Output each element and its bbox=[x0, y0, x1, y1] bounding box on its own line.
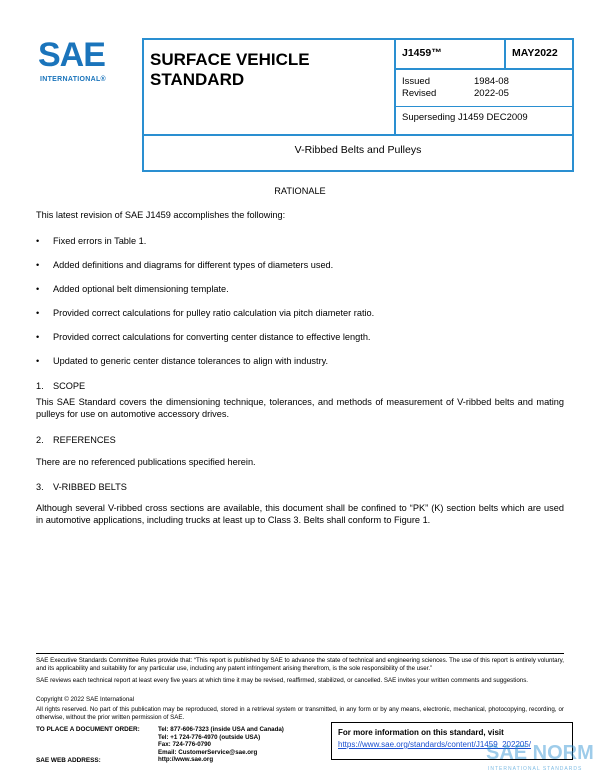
contact-email[interactable]: Email: CustomerService@sae.org bbox=[158, 748, 258, 756]
issue-divider bbox=[394, 106, 572, 107]
logo-letters: SAE bbox=[38, 36, 105, 74]
logo-international: INTERNATIONAL® bbox=[40, 76, 107, 83]
contact-tel-2: Tel: +1 724-776-4970 (outside USA) bbox=[158, 733, 261, 741]
section-number: 2. bbox=[36, 435, 44, 445]
bullet-icon: • bbox=[36, 284, 40, 294]
document-number: J1459™ bbox=[402, 47, 442, 59]
v-ribbed-belts-paragraph: Although several V-ribbed cross sections are available, this document shall be confined to “PK” (K) section belts which are used in automotive applications, including trucks at least up to Class 3. Belts shall conform to Figure 1. bbox=[36, 503, 564, 525]
list-item-text: Fixed errors in Table 1. bbox=[53, 236, 147, 246]
bullet-icon: • bbox=[36, 356, 40, 366]
footer-review-text: SAE reviews each technical report at least every five years at which time it may be revised, reaffirmed, stabilized, or cancelled. SAE invites your written comments and suggestions. bbox=[36, 677, 529, 684]
list-item-text: Added optional belt dimensioning template. bbox=[53, 284, 229, 294]
header-doc-cell bbox=[394, 40, 506, 70]
standard-link[interactable]: https://www.sae.org/standards/content/J1459_202205/ bbox=[338, 740, 532, 749]
title-line-2: STANDARD bbox=[150, 70, 245, 89]
web-address-link[interactable]: http://www.sae.org bbox=[158, 756, 214, 764]
standard-header bbox=[142, 38, 574, 172]
bullet-icon: • bbox=[36, 332, 40, 342]
web-label: SAE WEB ADDRESS: bbox=[36, 757, 101, 764]
sae-logo bbox=[38, 38, 122, 88]
revised-value: 2022-05 bbox=[474, 88, 509, 99]
section-title: V-RIBBED BELTS bbox=[53, 482, 127, 492]
more-info-title: For more information on this standard, visit bbox=[338, 728, 504, 737]
watermark-subtext: INTERNATIONAL STANDARDS bbox=[488, 766, 583, 772]
section-title: REFERENCES bbox=[53, 435, 116, 445]
section-heading-references bbox=[36, 434, 564, 446]
order-label: TO PLACE A DOCUMENT ORDER: bbox=[36, 726, 140, 733]
superseding-text: Superseding J1459 DEC2009 bbox=[402, 112, 528, 123]
footer-rights-text: All rights reserved. No part of this publication may be reproduced, stored in a retrieval system or transmitted, in any form or by any means, electronic, mechanical, photocopying, recording, or otherwise, without the prior written permission of SAE. bbox=[36, 706, 564, 721]
issued-value: 1984-08 bbox=[474, 76, 509, 87]
revised-label: Revised bbox=[402, 88, 437, 99]
rationale-heading: RATIONALE bbox=[274, 186, 326, 196]
header-date-cell bbox=[504, 40, 572, 70]
title-line-1: SURFACE VEHICLE bbox=[150, 50, 310, 69]
issued-label: Issued bbox=[402, 76, 430, 87]
document-date: MAY2022 bbox=[512, 47, 558, 59]
scope-paragraph: This SAE Standard covers the dimensioning technique, tolerances, and methods of measurement of V-ribbed belts and mating pulleys for use on automotive accessory drives. bbox=[36, 397, 564, 419]
section-title: SCOPE bbox=[53, 381, 86, 391]
references-paragraph: There are no referenced publications specified herein. bbox=[36, 457, 256, 467]
section-heading-v-ribbed-belts bbox=[36, 481, 564, 493]
intro-paragraph: This latest revision of SAE J1459 accomplishes the following: bbox=[36, 210, 286, 220]
footer-divider bbox=[36, 653, 564, 654]
section-heading-scope bbox=[36, 380, 564, 392]
contact-fax: Fax: 724-776-0790 bbox=[158, 741, 211, 749]
footer-copyright: Copyright © 2022 SAE International bbox=[36, 696, 135, 703]
contact-tel-1: Tel: 877-606-7323 (inside USA and Canada) bbox=[158, 726, 284, 733]
section-number: 1. bbox=[36, 381, 44, 391]
section-number: 3. bbox=[36, 482, 44, 492]
footer-rules-text: SAE Executive Standards Committee Rules provide that: “This report is published by SAE to advance the state of technical and engineering sciences. The use of this report is entirely voluntary, and its applicability and suitability for any particular use, including any patent infringement arising therefrom, is the sole responsibility of the user.” bbox=[36, 657, 564, 672]
document-subject: V-Ribbed Belts and Pulleys bbox=[294, 144, 422, 156]
list-item-text: Added definitions and diagrams for different types of diameters used. bbox=[53, 260, 334, 270]
bullet-icon: • bbox=[36, 308, 40, 318]
header-issue-cell bbox=[394, 68, 572, 136]
list-item-text: Provided correct calculations for pulley ratio calculation via pitch diameter ratio. bbox=[53, 308, 375, 318]
header-title-cell bbox=[144, 40, 396, 136]
list-item-text: Provided correct calculations for converting center distance to effective length. bbox=[53, 332, 371, 342]
document-type bbox=[150, 50, 310, 90]
bullet-icon: • bbox=[36, 260, 40, 270]
watermark-logo: SAE NORM bbox=[486, 742, 594, 764]
list-item-text: Updated to generic center distance tolerances to align with industry. bbox=[53, 356, 329, 366]
bullet-icon: • bbox=[36, 236, 40, 246]
